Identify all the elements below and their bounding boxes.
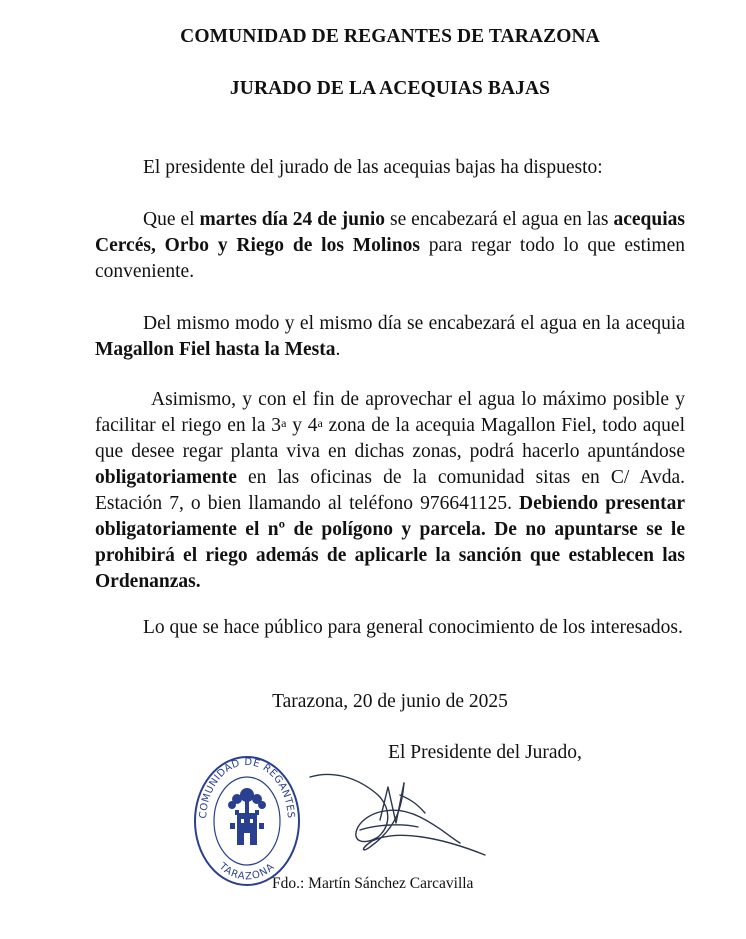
paragraph-1 xyxy=(95,207,685,285)
p3-text-a: Asimismo, y con el fin de aprovechar el agua lo máximo posible y facilitar el riego en la 3 xyxy=(95,389,685,436)
p3-obligatorio: obligatoriamente xyxy=(95,467,237,488)
seal-stamp xyxy=(192,753,302,888)
p1-date: martes día 24 de junio xyxy=(199,209,386,230)
president-line: El Presidente del Jurado, xyxy=(388,742,582,763)
p1-text-e: para regar todo lo que estimen conveniente. xyxy=(95,235,685,282)
p3-sup-1: a xyxy=(281,416,287,430)
p1-text-c: se encabezará el agua en las xyxy=(385,209,614,230)
p3-sup-2: a xyxy=(317,416,323,430)
p3-text-e: en las oficinas de la comunidad sitas en C/ Avda. Estación 7, o bien llamando al teléfono 976641125. xyxy=(95,467,685,514)
p2-text-c: . xyxy=(335,339,341,360)
jury-title: JURADO DE LA ACEQUIAS BAJAS xyxy=(229,78,551,99)
p1-text-a: Que el xyxy=(143,209,200,230)
p2-acequia: Magallon Fiel hasta la Mesta xyxy=(95,339,336,360)
p1-acequias: acequias Cercés, Orbo y Riego de los Molinos xyxy=(95,209,685,256)
signed-by: Fdo.: Martín Sánchez Carcavilla xyxy=(272,875,474,892)
intro-paragraph xyxy=(95,155,685,181)
intro-text: El presidente del jurado de las acequias bajas ha dispuesto: xyxy=(143,157,603,178)
p3-text-c: zona de la acequia Magallon Fiel, todo aquel que desee regar planta viva en dichas zonas, podrá hacerlo apuntándose xyxy=(95,415,686,462)
p3-warning: Debiendo presentar obligatoriamente el nº de polígono y parcela. De no apuntarse se le prohibirá el riego además de aplicarle la sanción que establecen las Ordenanzas. xyxy=(95,493,685,592)
paragraph-4 xyxy=(95,615,685,641)
seal-text-top: COMUNIDAD DE REGANTES xyxy=(197,756,297,819)
organization-title: COMUNIDAD DE REGANTES DE TARAZONA xyxy=(180,26,600,47)
paragraph-3 xyxy=(95,387,685,595)
seal-text-bottom: TARAZONA xyxy=(216,861,278,883)
paragraph-2 xyxy=(95,311,685,363)
p4-text: Lo que se hace público para general conocimiento de los interesados. xyxy=(143,617,683,638)
p3-text-b: y 4 xyxy=(286,415,318,436)
handwritten-signature xyxy=(300,765,490,875)
date-line: Tarazona, 20 de junio de 2025 xyxy=(272,691,508,712)
p2-text-a: Del mismo modo y el mismo día se encabezará el agua en la acequia xyxy=(143,313,685,334)
